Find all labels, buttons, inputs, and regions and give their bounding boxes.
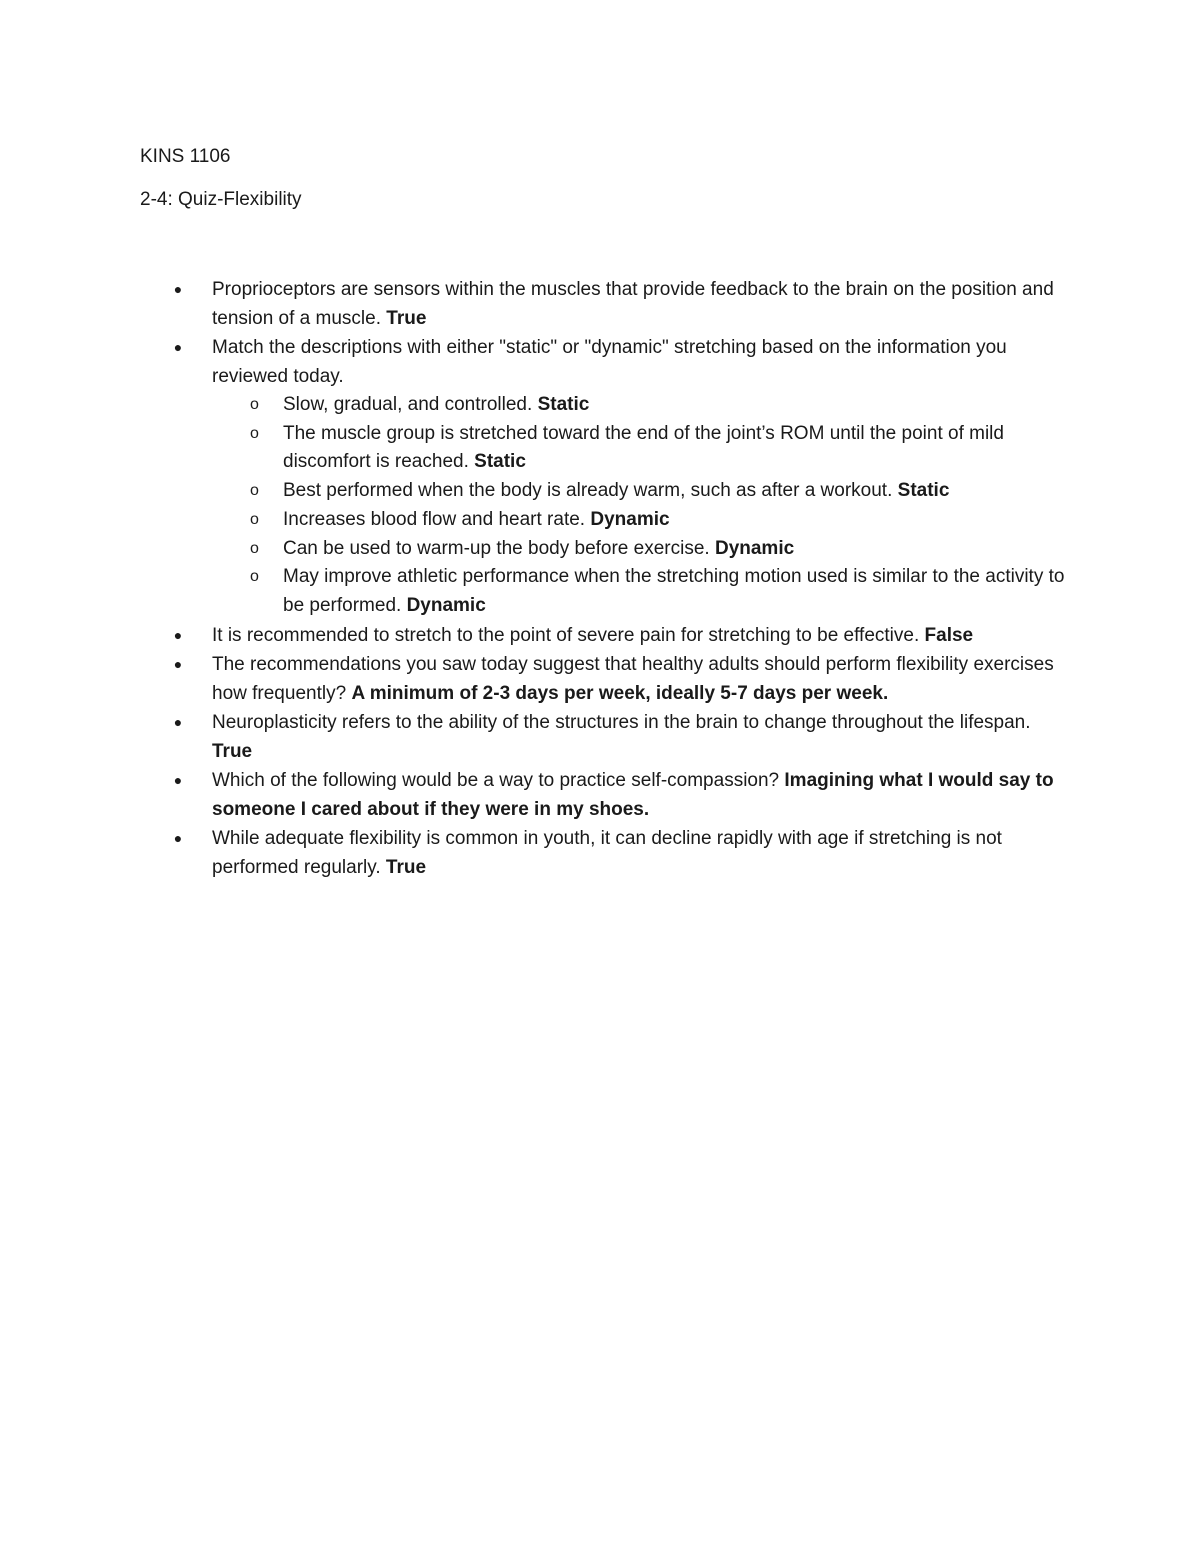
- course-code: KINS 1106: [140, 146, 231, 167]
- question-answer: False: [924, 624, 974, 646]
- question-item: [0, 708, 1072, 766]
- sub-question-answer: Dynamic: [590, 508, 670, 530]
- sub-question-answer: Static: [474, 451, 526, 473]
- sub-question-item: [0, 477, 1073, 506]
- sub-question-text: Slow, gradual, and controlled.: [283, 394, 533, 415]
- question-list: [0, 275, 1200, 882]
- sub-question-list: [212, 391, 1072, 621]
- question-text: Match the descriptions with either "static" or "dynamic" stretching based on the information you reviewed today.: [212, 337, 1007, 387]
- bullet-circle-icon: o: [250, 568, 259, 586]
- question-text: Neuroplasticity refers to the ability of the structures in the brain to change throughout the lifespan.: [212, 711, 1031, 733]
- question-answer: Imagining what I would say to someone I cared about if they were in my shoes.: [212, 769, 1054, 820]
- question-item: [0, 333, 1072, 621]
- question-item: [0, 824, 1072, 882]
- bullet-dot-icon: ●: [173, 626, 183, 643]
- bullet-dot-icon: ●: [173, 281, 183, 297]
- sub-question-answer: Dynamic: [714, 537, 795, 559]
- sub-question-text: Can be used to warm-up the body before exercise.: [283, 537, 710, 559]
- bullet-dot-icon: ●: [173, 829, 183, 846]
- question-text: Which of the following would be a way to practice self-compassion?: [212, 769, 780, 791]
- question-text: It is recommended to stretch to the point of severe pain for stretching to be effective.: [212, 624, 920, 646]
- bullet-dot-icon: ●: [173, 771, 183, 788]
- question-answer: True: [386, 308, 427, 329]
- bullet-circle-icon: o: [250, 539, 259, 557]
- sub-question-item: [0, 506, 1073, 535]
- quiz-title: 2-4: Quiz-Flexibility: [140, 189, 302, 210]
- bullet-circle-icon: o: [250, 396, 259, 413]
- question-text: The recommendations you saw today suggest that healthy adults should perform flexibility exercises how frequently?: [212, 653, 1054, 704]
- question-item: [0, 275, 1072, 333]
- sub-question-answer: Dynamic: [406, 594, 486, 616]
- sub-question-text: Best performed when the body is already warm, such as after a workout.: [283, 480, 893, 502]
- question-text: Proprioceptors are sensors within the muscles that provide feedback to the brain on the position and tension of a muscle.: [212, 279, 1054, 329]
- question-text: While adequate flexibility is common in youth, it can decline rapidly with age if stretching is not performed regularly.: [212, 827, 1002, 878]
- sub-question-answer: Static: [897, 480, 950, 502]
- bullet-circle-icon: o: [250, 424, 259, 442]
- bullet-dot-icon: ●: [173, 655, 183, 672]
- sub-question-answer: Static: [537, 394, 590, 415]
- question-item: [0, 766, 1072, 824]
- question-item: [0, 650, 1072, 708]
- question-answer: A minimum of 2-3 days per week, ideally 5-7 days per week.: [351, 682, 889, 704]
- sub-question-item: [0, 391, 1073, 420]
- bullet-circle-icon: o: [250, 510, 259, 528]
- sub-question-text: May improve athletic performance when the stretching motion used is similar to the activity to be performed.: [283, 566, 1065, 616]
- bullet-dot-icon: ●: [173, 339, 183, 355]
- question-answer: True: [385, 856, 427, 878]
- sub-question-text: Increases blood flow and heart rate.: [283, 508, 586, 530]
- question-item: [0, 621, 1072, 650]
- sub-question-text: The muscle group is stretched toward the end of the joint’s ROM until the point of mild discomfort is reached.: [283, 422, 1004, 473]
- sub-question-item: [0, 420, 1073, 477]
- sub-question-item: [0, 535, 1073, 564]
- question-answer: True: [212, 740, 253, 762]
- sub-question-item: [0, 563, 1073, 620]
- bullet-dot-icon: ●: [173, 713, 183, 730]
- bullet-circle-icon: o: [250, 482, 259, 500]
